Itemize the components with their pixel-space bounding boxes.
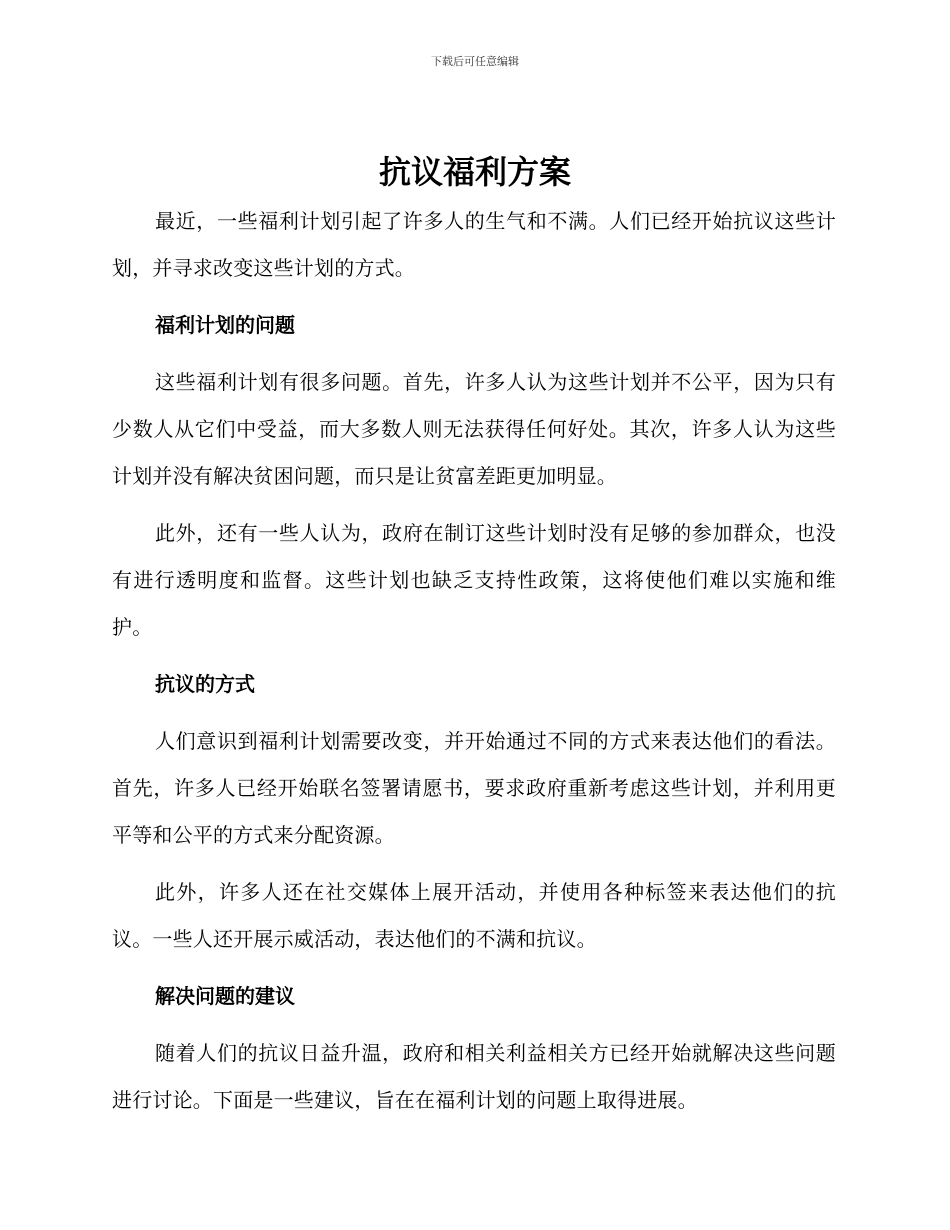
paragraph-gap — [112, 859, 836, 869]
section-heading-protest-methods: 抗议的方式 — [155, 672, 255, 696]
problems-paragraph-1: 这些福利计划有很多问题。首先，许多人认为这些计划并不公平，因为只有少数人从它们中受益，而大多数人则无法获得任何好处。其次，许多人认为这些计划并没有解决贫困问题，而只是让贫富差距更加明显。 — [112, 370, 836, 488]
protest-paragraph-1: 人们意识到福利计划需要改变，并开始通过不同的方式来表达他们的看法。首先，许多人已经开始联名签署请愿书，要求政府重新考虑这些计划，并利用更平等和公平的方式来分配资源。 — [112, 729, 836, 847]
suggestions-paragraph-1: 随着人们的抗议日益升温，政府和相关利益相关方已经开始就解决这些问题进行讨论。下面是一些建议，旨在在福利计划的问题上取得进展。 — [112, 1041, 836, 1112]
header-note: 下载后可任意编辑 — [431, 55, 519, 68]
document-title: 抗议福利方案 — [378, 153, 571, 191]
problems-paragraph-2: 此外，还有一些人认为，政府在制订这些计划时没有足够的参加群众，也没有进行透明度和监督。这些计划也缺乏支持性政策，这将使他们难以实施和维护。 — [112, 521, 836, 639]
paragraph-gap — [112, 500, 836, 510]
intro-paragraph: 最近，一些福利计划引起了许多人的生气和不满。人们已经开始抗议这些计划，并寻求改变这些计划的方式。 — [112, 209, 836, 280]
section-heading-problems: 福利计划的问题 — [155, 313, 295, 337]
section-heading-suggestions: 解决问题的建议 — [155, 984, 295, 1008]
document-body — [112, 198, 836, 1124]
protest-paragraph-2: 此外，许多人还在社交媒体上展开活动，并使用各种标签来表达他们的抗议。一些人还开展示威活动，表达他们的不满和抗议。 — [112, 880, 836, 951]
